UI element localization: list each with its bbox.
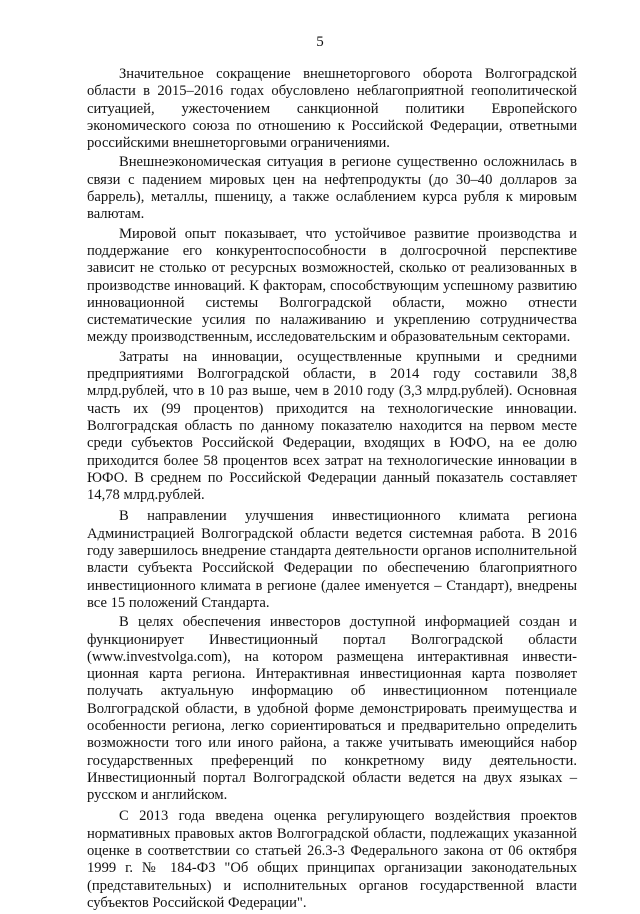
paragraph-innovation-costs: Затраты на инновации, осуществленные крупными и средними предприятиями Волгоградской области, в 2014 году составили 38,8 млрд.рублей, что в 10 раз выше, чем в 2010 году (3,3 млрд.рублей). Основная часть их (99 процентов) приходится на технологические инновации. Волгоградская область по данному показателю находится на первом месте среди субъектов Российской Федерации, входящих в ЮФО, на ее долю приходится более 58 процентов всех затрат на технологические инновации в ЮФО. В среднем по Российской Федерации данный показатель составляет 14,78 млрд.рублей.: [87, 348, 577, 504]
page-number: 5: [316, 34, 324, 50]
paragraph-regulatory-impact: С 2013 года введена оценка регулирующего воздействия проектов нормативных правовых актов Волгоградской области, подлежащих указанной оценке в соответствии со статьей 26.3-3 Федерального закона от 06 октября 1999 г. № 184-ФЗ "Об общих принципах организации законодательных (представительных) и исполнительных органов государственной власти субъектов Российской Федерации".: [87, 808, 577, 911]
paragraph-foreign-trade-decline: Значительное сокращение внешнеторгового оборота Волгоградской области в 2015–2016 годах обусловлено неблагоприятной геополитической ситуацией, ужесточением санкционной политики Европейского экономического союза по отношению к Российской Федерации, ответными российскими внешнеторговыми ограничениями.: [87, 66, 577, 152]
paragraph-investment-climate: В направлении улучшения инвестиционного климата региона Администрацией Волгоградской области ведется системная работа. В 2016 году завершилось внедрение стандарта деятельности органов исполнительной власти субъекта Российской Федерации по обеспечению благоприятного инвестиционного климата в регионе (далее именуется – Стандарт), внедрены все 15 положений Стандарта.: [87, 508, 577, 611]
paragraph-investment-portal: В целях обеспечения инвесторов доступной информацией создан и функционирует Инвестиционный портал Волгоградской области (www.investvolga.com), на котором размещена интерактивная инвести-ционная карта региона. Интерактивная инвестиционная карта позволяет получать актуальную информацию об инвестиционном потенциале Волгоградской области, в удобной форме демонстрировать преимущества и особенности региона, легко сориентироваться и предварительно определить возможности того или иного района, а также учитывать имеющийся набор государственных преференций по конкретному виду деятельности. Инвестиционный портал Волгоградской области ведется на двух языках – русском и английском.: [87, 614, 577, 804]
paragraph-foreign-economic-situation: Внешнеэкономическая ситуация в регионе существенно осложнилась в связи с падением мировых цен на нефтепродукты (до 30–40 долларов за баррель), металлы, пшеницу, а также ослаблением курса рубля к мировым валютам.: [87, 154, 577, 223]
document-body: [87, 66, 577, 914]
paragraph-innovation-experience: Мировой опыт показывает, что устойчивое развитие производства и поддержание его конкурентоспособности в долгосрочной перспективе зависит не столько от ресурсных возможностей, сколько от реализованных в производстве инноваций. К факторам, способствующим успешному развитию инновационной системы Волгоградской области, можно отнести систематические усилия по налаживанию и укреплению сотрудничества между производственным, исследовательским и образовательным секторами.: [87, 225, 577, 346]
